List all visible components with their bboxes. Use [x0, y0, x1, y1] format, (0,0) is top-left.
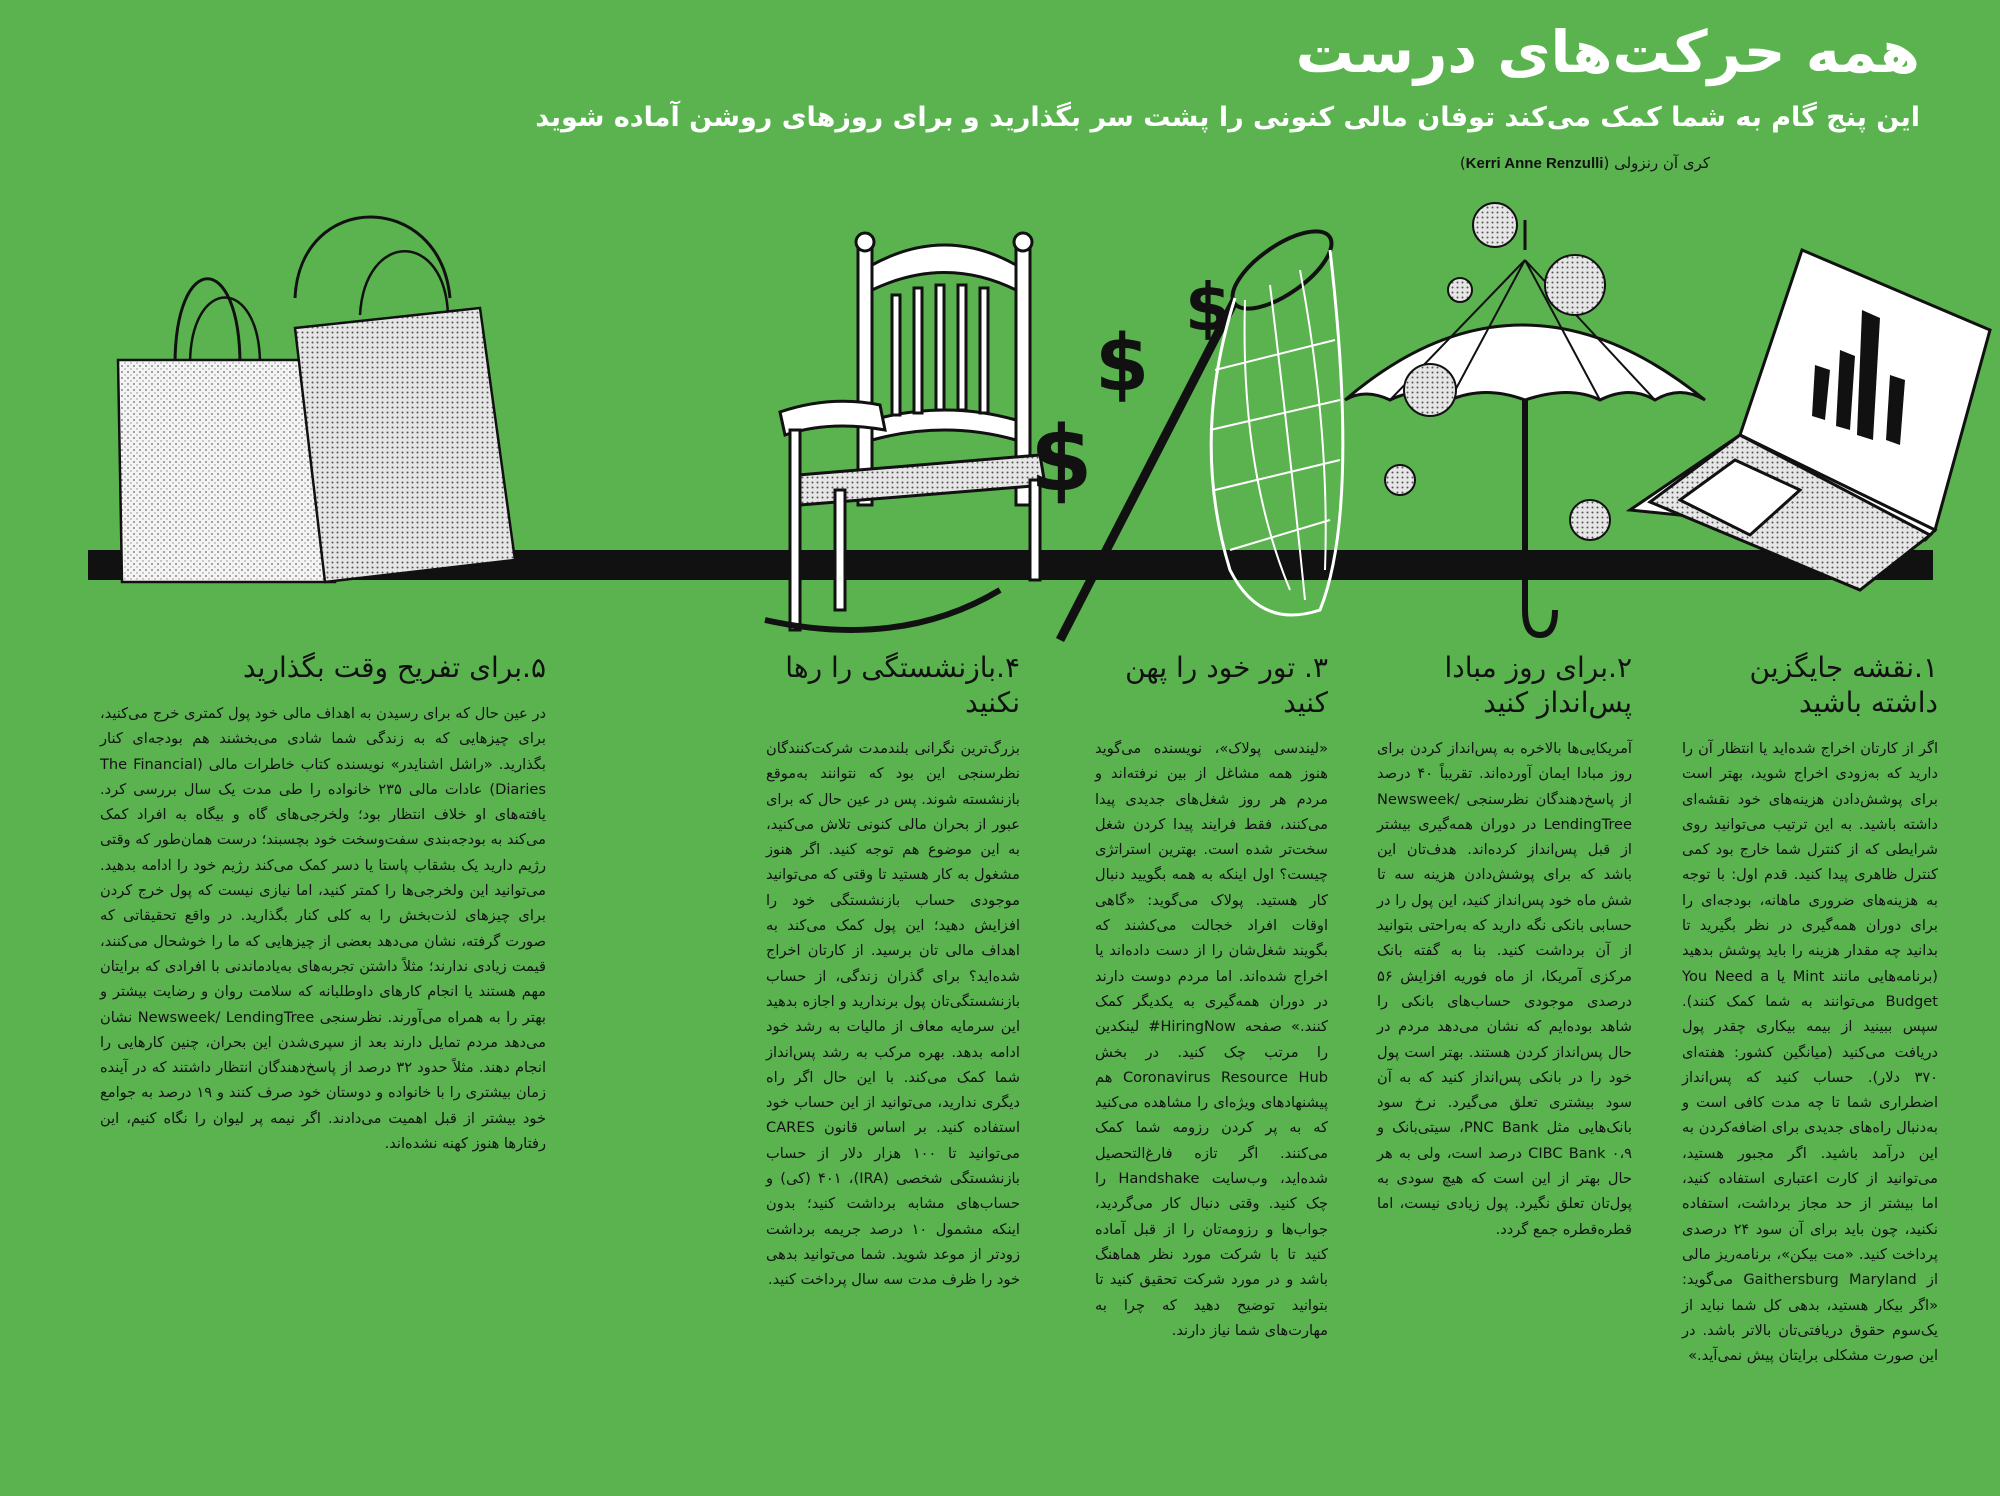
step-4-column	[766, 650, 1020, 1293]
step-1-column	[1682, 650, 1938, 1368]
step-5-body: در عین حال که برای رسیدن به اهداف مالی خود پول کمتری خرج می‌کنید، برای چیزهایی که به زندگی شما شادی می‌بخشند هم بودجه‌ای کنار بگذارید. «راشل اشنایدر» نویسنده کتاب خاطرات مالی (The Financial Diaries) عادات مالی ۲۳۵ خانواده را طی مدت یک سال بررسی کرد. یافته‌های او خلاف انتظار بود؛ ولخرجی‌های گاه و بیگاه به افراد کمک می‌کند به بودجه‌بندی سفت‌وسخت خود بچسبند؛ درست همان‌طور که وقتی رژیم دارید یک بشقاب پاستا یا دسر کمک می‌کند رژیم خود را ادامه بدهید. می‌توانید این ولخرجی‌ها را کمتر کنید، اما نیازی نیست که پول خرج کردن برای چیزهای لذت‌بخش را به کلی کنار بگذارید. در واقع تحقیقاتی که صورت گرفته، نشان می‌دهد بعضی از چیزهایی که ما را خوشحال می‌کنند، قیمت زیادی ندارند؛ مثلاً داشتن تجربه‌های به‌یادماندنی با افرادی که برایتان مهم هستند یا انجام کارهای داوطلبانه که سلامت روان و رضایت بیشتر و بهتر را به همراه می‌آورند. نظرسنجی Newsweek/ LendingTree نشان می‌دهد مردم تمایل دارند بعد از سپری‌شدن این بحران، چنین کارهایی را انجام دهند. مثلاً حدود ۳۲ درصد از پاسخ‌دهندگان انتظار داشتند که در آینده زمان بیشتری را با خانواده و دوستان خود صرف کنند و ۱۹ درصد به جوامع خود بیشتر از قبل اهمیت می‌دادند. اگر نیمه پر لیوان را نگاه کنیم، این رفتارها هنوز کهنه نشده‌اند.	[100, 705, 546, 1153]
step-5-column	[100, 650, 546, 1156]
author-name-en: Kerri Anne Renzulli	[1465, 155, 1604, 172]
dollar-sign-3: $	[1185, 269, 1231, 346]
step-3-heading: ۳. تور خود را پهن کنید	[1125, 651, 1328, 719]
illustration-strip	[0, 190, 2000, 650]
shopping-bags-icon	[118, 217, 515, 582]
step-5-heading: ۵.برای تفریح وقت بگذارید	[242, 651, 546, 684]
page-subtitle: این پنج گام به شما کمک می‌کند توفان مالی کنونی را پشت سر بگذارید و برای روزهای روشن آماده شوید	[535, 102, 1920, 133]
page-title: همه حرکت‌های درست	[1295, 18, 1920, 86]
dollar-sign-2: $	[1095, 319, 1150, 409]
author-name-fa: کری آن رنزولی	[1614, 154, 1710, 172]
step-2-column	[1377, 650, 1632, 1242]
byline: کری آن رنزولی (Kerri Anne Renzulli)	[1459, 154, 1710, 172]
step-3-body: «لیندسی پولاک»، نویسنده می‌گوید هنوز همه مشاغل از بین نرفته‌اند و مردم هر روز شغل‌های جدیدی پیدا می‌کنند، فقط فرایند پیدا کردن شغل سخت‌تر شده است. بهترین استراتژی چیست؟ اول اینکه به همه بگویید دنبال کار هستید. پولاک می‌گوید: «گاهی اوقات افراد خجالت می‌کشند که بگویند شغل‌شان را از دست داده‌اند یا اخراج شده‌اند. اما مردم دوست دارند در دوران همه‌گیری به یکدیگر کمک کنند.» صفحه HiringNow# لینکدین را مرتب چک کنید. در بخش Coronavirus Resource Hub هم پیشنهادهای ویژه‌ای را مشاهده می‌کنید که به پر کردن رزومه شما کمک می‌کنند. اگر تازه فارغ‌التحصیل شده‌اید، وب‌سایت Handshake را چک کنید. وقتی دنبال کار می‌گردید، جواب‌ها و رزومه‌تان را از قبل آماده کنید تا با شرکت مورد نظر هماهنگ باشد و در مورد شرکت تحقیق کنید تا بتوانید توضیح دهید که چرا به مهارت‌های شما نیاز دارند.	[1095, 740, 1329, 1339]
step-4-heading: ۴.بازنشستگی را رها نکنید	[785, 651, 1020, 719]
step-3-column	[1095, 650, 1328, 1343]
step-1-heading: ۱.نقشه جایگزین داشته باشید	[1749, 651, 1938, 719]
dollar-signs	[1030, 269, 1231, 512]
dollar-sign-1: $	[1030, 407, 1093, 512]
step-4-body: بزرگ‌ترین نگرانی بلندمدت شرکت‌کنندگان نظرسنجی این بود که نتوانند به‌موقع بازنشسته شوند. پس در عین حال که برای عبور از بحران مالی کنونی تلاش می‌کنید، به این موضوع هم توجه کنید. اگر هنوز مشغول به کار هستید تا وقتی که می‌توانید موجودی حساب بازنشستگی خود را افزایش دهید؛ این پول کمک می‌کند به اهداف مالی تان برسید. از کارتان اخراج شده‌اید؟ برای گذران زندگی، از حساب بازنشستگی‌تان پول برندارید و اجازه بدهید این سرمایه معاف از مالیات به رشد خود ادامه بدهد. بهره مرکب به رشد پس‌انداز شما کمک می‌کند. با این حال اگر راه دیگری ندارید، می‌توانید از این حساب خود استفاده کنید. بر اساس قانون CARES می‌توانید تا ۱۰۰ هزار دلار از حساب بازنشستگی شخصی (IRA)، ۴۰۱ (کی) و حساب‌های مشابه برداشت کنید؛ بدون اینکه مشمول ۱۰ درصد جریمه برداشت زودتر از موعد شوید. شما می‌توانید بدهی خود را ظرف مدت سه سال پرداخت کنید.	[766, 740, 1020, 1289]
laptop-chart-icon	[1630, 250, 1990, 590]
step-2-heading: ۲.برای روز مبادا پس‌انداز کنید	[1444, 651, 1632, 719]
step-2-body: آمریکایی‌ها بالاخره به پس‌انداز کردن برای روز مبادا ایمان آورده‌اند. تقریباً ۴۰ درصد از پاسخ‌دهندگان نظرسنجی Newsweek/ LendingTree در دوران همه‌گیری بیشتر از قبل پس‌انداز کرده‌اند. هدف‌تان این باشد که برای پوشش‌دادن هزینه سه تا شش ماه خود پس‌انداز کنید، این پول را در حسابی بانکی نگه دارید که به‌راحتی بتوانید از آن برداشت کنید. بنا به گفته بانک مرکزی آمریکا، از ماه فوریه افزایش ۵۶ درصدی موجودی حساب‌های بانکی را شاهد بوده‌ایم که نشان می‌دهد مردم در حال پس‌انداز کردن هستند. بهتر است پول خود را در بانکی پس‌انداز کنید که به آن سود بیشتری تعلق می‌گیرد. نرخ سود بانک‌هایی مثل PNC Bank، سیتی‌بانک و CIBC Bank ۰،۹ درصد است، ولی به هر حال بهتر از این است که هیچ سودی به پول‌تان تعلق نگیرد. پول زیادی نیست، اما قطره‌قطره جمع گردد.	[1377, 740, 1632, 1238]
step-1-body: اگر از کارتان اخراج شده‌اید یا انتظار آن را دارید که به‌زودی اخراج شوید، بهتر است برای پوشش‌دادن هزینه‌های خود نقشه‌ای داشته باشید. به این ترتیب می‌توانید روی شرایطی که از کنترل شما خارج بود کمی کنترل ظاهری پیدا کنید. قدم اول: با توجه به هزینه‌های ضروری ماهانه، بودجه‌ای را برای دوران همه‌گیری در نظر بگیرید تا بدانید چه مقدار هزینه را باید پوشش بدهید (برنامه‌هایی مانند Mint یا You Need a Budget می‌توانند به شما کمک کنند). سپس ببینید از بیمه بیکاری چقدر پول دریافت می‌کنید (میانگین کشور: هفته‌ای ۳۷۰ دلار). حساب کنید که پس‌انداز اضطراری شما تا چه مدت کافی است و به‌دنبال راه‌های جدیدی برای اضافه‌کردن به این درآمد باشید. اگر مجبور هستید، می‌توانید از کارت اعتباری استفاده کنید، اما بیشتر از حد مجاز برداشت، استفاده نکنید، چون باید برای آن سود ۲۴ درصدی پرداخت کنید. «مت بیکن»، برنامه‌ریز مالی از Gaithersburg Maryland می‌گوید: «اگر بیکار هستید، بدهی کل شما نباید از یک‌سوم حقوق دریافتی‌تان بالاتر باشد. در این صورت مشکلی برایتان پیش نمی‌آید.»	[1682, 740, 1939, 1365]
